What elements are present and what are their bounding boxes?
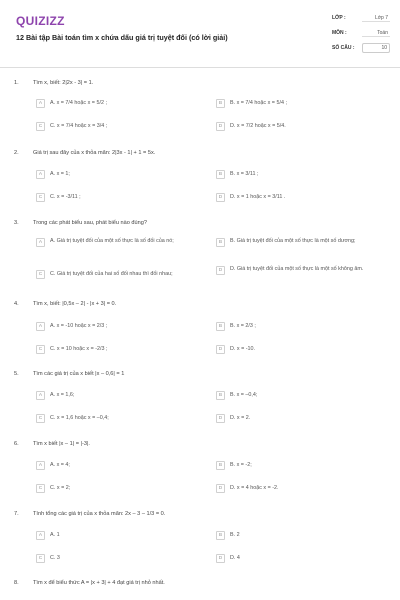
option-d[interactable]: D D. x = 7/2 hoặc x = 5/4. [216, 122, 286, 131]
option-a[interactable]: A A. x = 4; [36, 461, 70, 470]
option-c[interactable]: C C. x = 1,6 hoặc x = –0,4; [36, 414, 109, 423]
option-b[interactable]: B B. 2 [216, 531, 240, 540]
question-text: Tìm x, biết: |0,5x – 2| - |x + 3| = 0. [33, 301, 117, 307]
option-a[interactable]: A A. x = -10 hoặc x = 2/3 ; [36, 322, 107, 331]
meta-count [332, 42, 390, 54]
question-number: 4. [14, 301, 19, 307]
meta-count-value: 10 [362, 43, 390, 53]
question-text: Tính tổng các giá trị của x thỏa mãn: 2x – 3 – 1/3 = 0. [33, 511, 166, 517]
option-d[interactable]: D D. Giá trị tuyệt đối của một số thực là một số không âm. [216, 266, 370, 275]
option-a[interactable]: A A. 1 [36, 531, 60, 540]
quizizz-logo: QUIZIZZ [16, 14, 65, 28]
option-b[interactable]: B B. x = 7/4 hoặc x = 5/4 ; [216, 99, 287, 108]
option-c[interactable]: C C. Giá trị tuyệt đối của hai số đối nhau thì đối nhau; [36, 270, 173, 279]
option-a[interactable]: A A. x = 7/4 hoặc x = 5/2 ; [36, 99, 107, 108]
option-d[interactable]: D D. 4 [216, 554, 240, 563]
page-title: 12 Bài tập Bài toán tìm x chứa dấu giá trị tuyệt đối (có lời giải) [16, 33, 228, 42]
meta-subject [332, 27, 390, 39]
option-c[interactable]: C C. 3 [36, 554, 60, 563]
meta-count-label: SỐ CÂU : [332, 45, 355, 51]
question-number: 1. [14, 80, 19, 86]
option-d[interactable]: D D. x = 1 hoặc x = 3/11 . [216, 193, 285, 202]
option-b[interactable]: B B. x = 2/3 ; [216, 322, 256, 331]
option-d[interactable]: D D. x = 2. [216, 414, 250, 423]
meta-class-label: LỚP : [332, 15, 346, 21]
meta-subject-value: Toán [362, 30, 390, 37]
option-b[interactable]: B B. Giá trị tuyệt đối của một số thực là một số dương; [216, 238, 370, 247]
question-text: Tìm x biết |x – 1| = |-3|. [33, 441, 90, 447]
question-number: 6. [14, 441, 19, 447]
option-b[interactable]: B B. x = –0,4; [216, 391, 257, 400]
worksheet-header [0, 0, 400, 68]
question-number: 2. [14, 150, 19, 156]
option-b[interactable]: B B. x = 3/11 ; [216, 170, 259, 179]
option-c[interactable]: C C. x = -3/11 ; [36, 193, 81, 202]
option-c[interactable]: C C. x = 2; [36, 484, 70, 493]
question-text: Trong các phát biểu sau, phát biểu nào đúng? [33, 220, 147, 226]
question-number: 3. [14, 220, 19, 226]
option-b[interactable]: B B. x = -2; [216, 461, 252, 470]
question-number: 5. [14, 371, 19, 377]
option-a[interactable]: A A. Giá trị tuyệt đối của một số thực là số đối của nó; [36, 238, 190, 247]
question-text: Giá trị sau đây của x thỏa mãn: 2|3x - 1| + 1 = 5x. [33, 150, 156, 156]
question-text: Tìm các giá trị của x biết |x – 0,6| = 1 [33, 371, 125, 377]
question-text: Tìm x, biết: 2|2x - 3| = 1. [33, 80, 94, 86]
option-d[interactable]: D D. x = 4 hoặc x = -2. [216, 484, 279, 493]
meta-class [332, 12, 390, 24]
worksheet-meta [332, 12, 390, 57]
option-c[interactable]: C C. x = 10 hoặc x = -2/3 ; [36, 345, 108, 354]
option-c[interactable]: C C. x = 7/4 hoặc x = 3/4 ; [36, 122, 107, 131]
option-d[interactable]: D D. x = -10. [216, 345, 255, 354]
meta-subject-label: MÔN : [332, 30, 347, 36]
option-a[interactable]: A A. x = 1; [36, 170, 70, 179]
question-number: 8. [14, 580, 19, 586]
question-text: Tìm x để biểu thức A = |x + 3| + 4 đạt giá trị nhỏ nhất. [33, 580, 165, 586]
question-number: 7. [14, 511, 19, 517]
meta-class-value: Lớp 7 [362, 15, 390, 22]
option-a[interactable]: A A. x = 1,6; [36, 391, 74, 400]
